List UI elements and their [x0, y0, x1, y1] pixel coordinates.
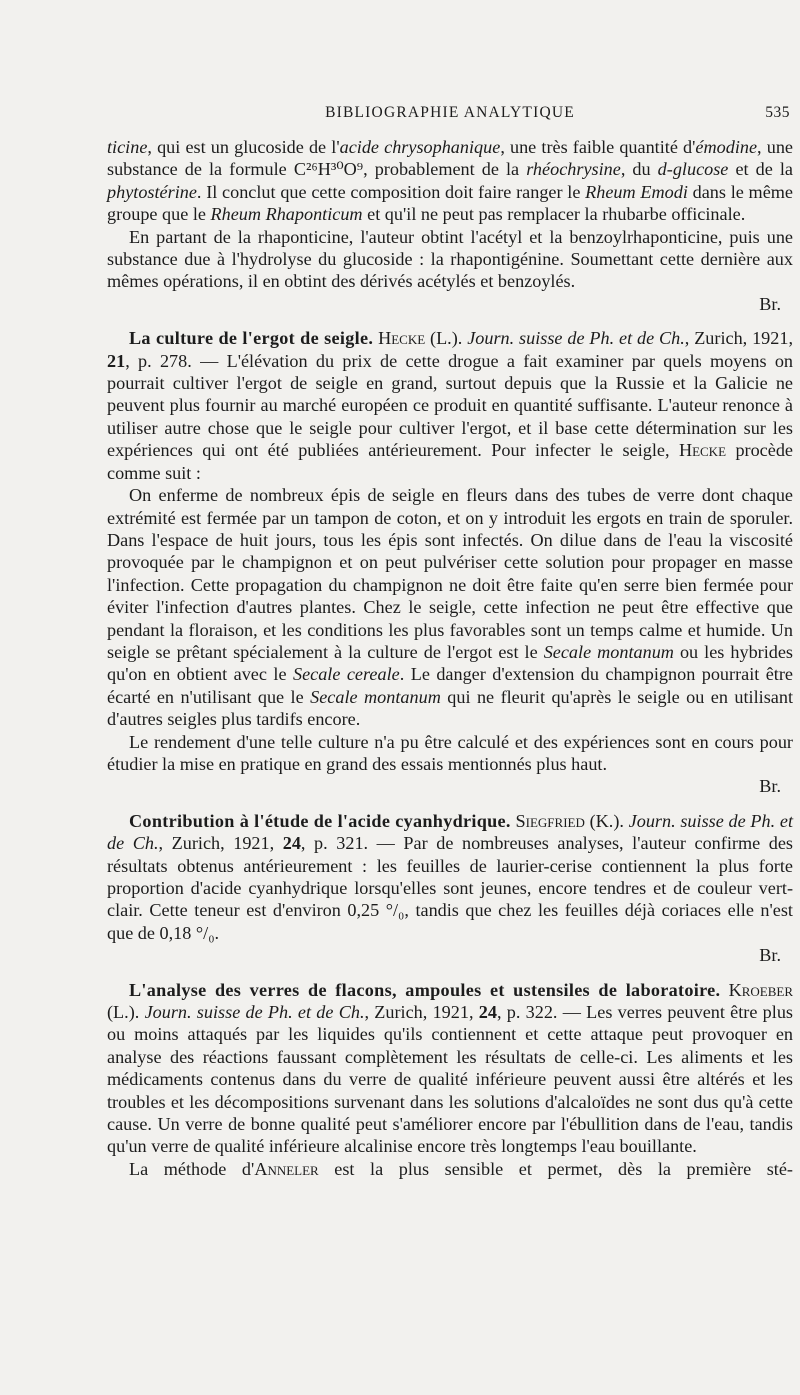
running-title: BIBLIOGRAPHIE ANALYTIQUE — [325, 104, 575, 121]
article-title: L'analyse des verres de flacons, ampoules et ustensiles de laboratoire. — [129, 979, 721, 1000]
journal-name: Journ. suisse de Ph. et de Ch. — [467, 328, 685, 349]
page-number: 535 — [765, 104, 790, 121]
article-author: Hecke — [378, 328, 426, 349]
intro-paragraph-2: En partant de la rhaponticine, l'auteur obtint l'acétyl et la benzoylrhaponticine, puis une substance due à l'hydrolyse du glucoside : la rhapontigénine. Soumettant cette dernière aux mêmes opérations, il en obtint des dérivés acétylés et benzoylés. — [107, 226, 793, 292]
volume-number: 24 — [478, 1002, 497, 1023]
article-verres: L'analyse des verres de flacons, ampoules et ustensiles de laboratoire. Kroeber (L.). Journ. suisse de Ph. et de Ch., Zurich, 1921, 24, p. 322. — Les verres peuvent être plus ou moins attaqués par les liquides qu'ils contiennent et cette attaque peut provoquer en analyse des réactions faussant complètement les résultats de celle-ci. Les aliments et les médicaments contenus dans du verre de qualité inférieure peuvent aussi être altérés et les troubles et les décompositions survenant dans les solutions d'alcaloïdes ne sont dus qu'à cette cause. Un verre de bonne qualité peut s'améliorer encore par l'ébullition dans de l'eau, tandis qu'un verre de qualité inférieure alcalinise encore très longtemps l'eau bouillante. — [107, 979, 793, 1157]
journal-name: Journ. suisse de Ph. et de Ch. — [144, 1002, 365, 1023]
page-body — [107, 136, 793, 1180]
article-ergot-conclusion: Le rendement d'une telle culture n'a pu être calculé et des expériences sont en cours pour étudier la mise en pratique en grand des essais mentionnés plus haut. — [107, 731, 793, 774]
signature: Br. — [759, 293, 781, 314]
signature: Br. — [759, 945, 781, 966]
intro-paragraph: ticine, qui est un glucoside de l'acide chrysophanique, une très faible quantité d'émodine, une substance de la formule C²⁶H³⁰O⁹, probablement de la rhéochrysine, du d-glucose et de la phytostérine. Il conclut que cette composition doit faire ranger le Rheum Emodi dans le même groupe que le Rheum Rhaponticum et qu'il ne peut pas remplacer la rhubarbe officinale. — [107, 137, 793, 225]
article-title: La culture de l'ergot de seigle. — [129, 328, 374, 349]
article-title: Contribution à l'étude de l'acide cyanhydrique. — [129, 810, 511, 831]
article-author: Kroeber — [728, 979, 793, 1000]
article-ergot: La culture de l'ergot de seigle. Hecke (L.). Journ. suisse de Ph. et de Ch., Zurich, 1921, 21, p. 278. — L'élévation du prix de cette drogue a fait examiner par quels moyens on pourrait cultiver l'ergot de seigle en grand, surtout depuis que la Russie et la Galicie ne peuvent plus fournir au marché européen ce produit en quantité suffisante. L'auteur renonce à utiliser autre chose que le seigle pour cultiver l'ergot, et il base cette détermination sur les expériences qui ont été publiées antérieurement. Pour infecter le seigle, Hecke procède comme suit : — [107, 328, 794, 483]
volume-number: 21 — [107, 350, 126, 371]
article-ergot-method: On enferme de nombreux épis de seigle en fleurs dans des tubes de verre dont chaque extrémité est fermée par un tampon de coton, et on y introduit les ergots en train de sporuler. Dans l'espace de huit jours, tous les épis sont infectés. On dilue dans de l'eau la viscosité provoquée par le champignon et on peut pulvériser cette solution pour propager en masse l'infection. Cette propagation du champignon ne doit être faite qu'en serre bien fermée pour éviter l'infection d'autres plantes. Chez le seigle, cette infection ne peut être effective que pendant la floraison, et les conditions les plus favorables sont un temps calme et humide. Un seigle se prêtant spécialement à la culture de l'ergot est le Secale montanum ou les hybrides qu'on en obtient avec le Secale cereale. Le danger d'extension du champignon pourrait être écarté en n'utilisant que le Secale montanum qui ne fleurit qu'après le seigle ou en utilisant d'autres seigles plus tardifs encore. — [107, 485, 794, 730]
volume-number: 24 — [282, 833, 301, 854]
article-verres-method: La méthode d'Anneler est la plus sensible et permet, dès la première sté- — [129, 1158, 793, 1179]
page-header — [110, 104, 790, 128]
signature: Br. — [759, 776, 781, 797]
article-author: Siegfried — [515, 810, 585, 831]
journal-name: Journ. suisse de Ph. et de Ch. — [107, 810, 794, 854]
article-cyanhydrique: Contribution à l'étude de l'acide cyanhydrique. Siegfried (K.). Journ. suisse de Ph. et de Ch., Zurich, 1921, 24, p. 321. — Par de nombreuses analyses, l'auteur confirme des résultats obtenus antérieurement : les feuilles de laurier-cerise contiennent la plus forte proportion d'acide cyanhydrique lorsqu'elles sont jeunes, encore tendres et de couleur vert-clair. Cette teneur est d'environ 0,25 °/₀, tandis que chez les feuilles déjà coriaces elle n'est que de 0,18 °/₀. — [107, 810, 794, 943]
